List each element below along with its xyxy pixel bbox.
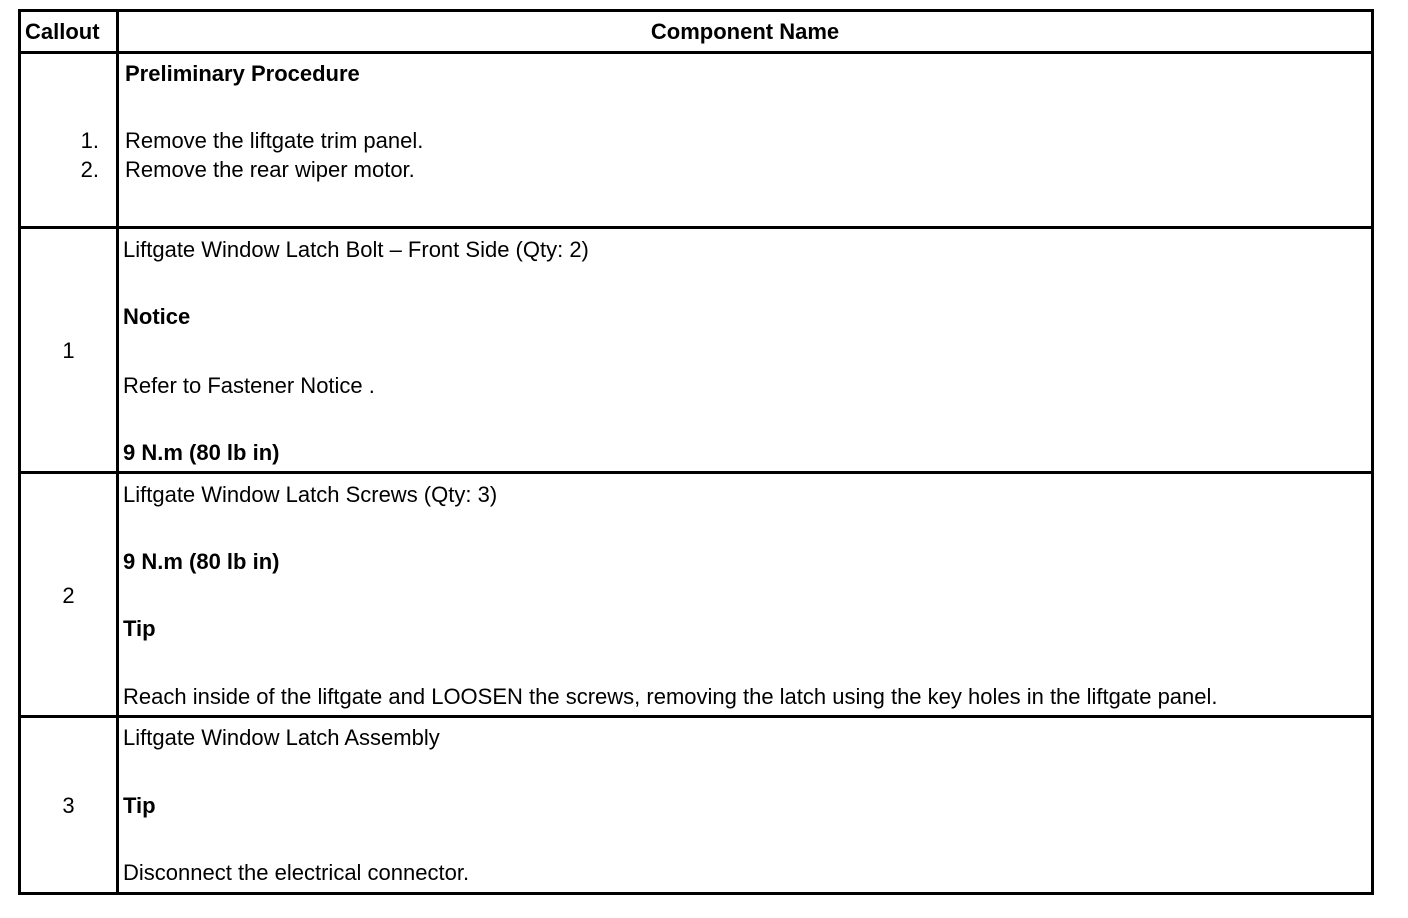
header-callout: Callout xyxy=(25,19,100,44)
callout-number: 3 xyxy=(62,793,75,818)
tip-text: Disconnect the electrical connector. xyxy=(123,860,470,885)
tip-label: Tip xyxy=(123,616,156,641)
torque-spec: 9 N.m (80 lb in) xyxy=(123,549,280,574)
component-table xyxy=(18,9,1374,895)
column-divider xyxy=(116,12,119,892)
row-divider xyxy=(21,471,1371,474)
component-name: Liftgate Window Latch Bolt – Front Side (Qty: 2) xyxy=(123,237,589,262)
step-number: 2. xyxy=(80,157,99,182)
step-text: Remove the rear wiper motor. xyxy=(125,157,415,182)
step-text: Remove the liftgate trim panel. xyxy=(125,128,424,153)
callout-number: 1 xyxy=(62,338,75,363)
component-name: Liftgate Window Latch Assembly xyxy=(123,725,440,750)
callout-number: 2 xyxy=(62,583,75,608)
notice-text: Refer to Fastener Notice . xyxy=(123,373,375,398)
torque-spec: 9 N.m (80 lb in) xyxy=(123,440,280,465)
row-divider xyxy=(21,715,1371,718)
notice-label: Notice xyxy=(123,304,191,329)
tip-label: Tip xyxy=(123,793,156,818)
step-number: 1. xyxy=(80,128,99,153)
header-component-name: Component Name xyxy=(650,19,840,44)
preliminary-title: Preliminary Procedure xyxy=(125,61,360,86)
component-name: Liftgate Window Latch Screws (Qty: 3) xyxy=(123,482,498,507)
tip-text: Reach inside of the liftgate and LOOSEN the screws, removing the latch using the key holes in the liftgate panel. xyxy=(123,684,1218,709)
row-divider xyxy=(21,226,1371,229)
row-divider xyxy=(21,51,1371,54)
